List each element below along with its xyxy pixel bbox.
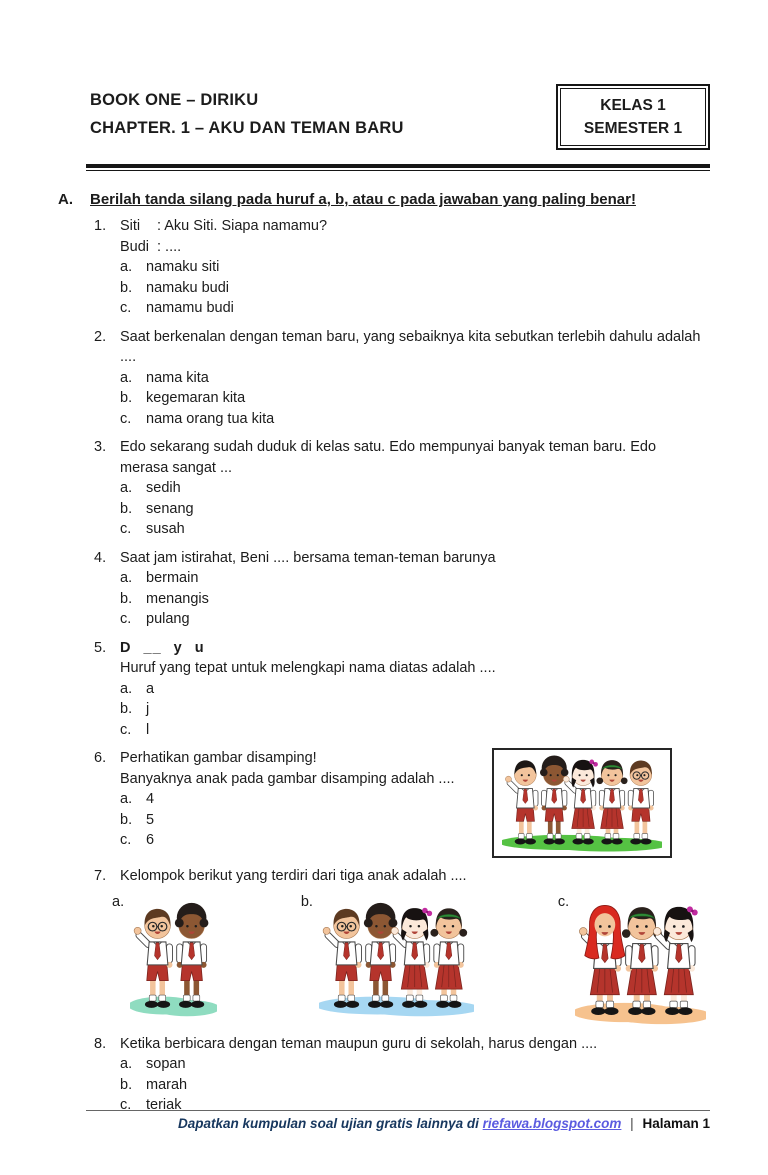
dialog-speaker: Siti <box>120 218 141 234</box>
option-text: bermain <box>146 570 199 586</box>
question-7 <box>94 866 710 1026</box>
option-b <box>120 1075 710 1096</box>
question-4 <box>94 548 710 630</box>
header-divider <box>86 164 710 171</box>
option-text: 4 <box>146 791 155 807</box>
question-2-number: 2. <box>94 328 107 345</box>
option-letter: c. <box>120 832 132 848</box>
section-a-label: A. <box>58 191 73 208</box>
choice-letter: b. <box>300 893 313 910</box>
option-letter: b. <box>120 590 133 607</box>
option-letter: b. <box>120 390 133 406</box>
question-text: Huruf yang tepat untuk melengkapi nama diatas adalah .... <box>120 660 496 676</box>
option-text: nama orang tua kita <box>146 410 275 427</box>
class-semester-badge <box>556 84 710 150</box>
option-a <box>120 789 480 810</box>
question-7-number: 7. <box>94 868 107 884</box>
name-puzzle: D __ y u <box>120 639 205 656</box>
question-3-body <box>120 437 710 540</box>
option-letter: b. <box>120 811 133 828</box>
option-letter: a. <box>120 369 133 386</box>
option-letter: a. <box>120 570 133 586</box>
option-a <box>120 679 710 700</box>
option-letter: b. <box>120 500 133 517</box>
option-text: 6 <box>146 832 155 848</box>
page-number: Halaman 1 <box>642 1116 710 1131</box>
chapter-title: CHAPTER. 1 – AKU DAN TEMAN BARU <box>90 119 404 137</box>
question-7-choices <box>112 892 710 1026</box>
question-6-text-col <box>120 748 480 851</box>
option-a <box>120 568 710 589</box>
question-5 <box>94 638 710 741</box>
question-text: Perhatikan gambar disamping! <box>120 750 317 766</box>
option-text: sopan <box>146 1056 186 1072</box>
option-letter: c. <box>120 521 132 537</box>
question-8 <box>94 1034 710 1116</box>
option-text: a <box>146 680 155 697</box>
question-1-body <box>120 216 710 319</box>
question-4-body <box>120 548 710 630</box>
dialog-text: : Aku Siti. Siapa namamu? <box>157 218 328 234</box>
header-titles <box>90 86 404 142</box>
option-text: pulang <box>146 611 190 627</box>
choice-c <box>558 892 706 1026</box>
option-text: sedih <box>146 480 181 496</box>
option-letter: a. <box>120 259 133 275</box>
option-text: namamu budi <box>146 300 234 316</box>
option-letter: a. <box>120 791 133 807</box>
question-6-number: 6. <box>94 750 107 766</box>
option-text: marah <box>146 1076 188 1093</box>
option-text: l <box>146 721 150 738</box>
footer-text: Dapatkan kumpulan soal ujian gratis lainnya di <box>178 1116 479 1131</box>
option-text: menangis <box>146 590 209 607</box>
option-c <box>120 409 710 430</box>
choice-b <box>301 892 474 1026</box>
question-5-number: 5. <box>94 639 107 656</box>
question-1 <box>94 216 710 319</box>
question-text: Edo sekarang sudah duduk di kelas satu. Edo mempunyai banyak teman baru. Edo merasa sangat ... <box>120 439 657 476</box>
question-2-body <box>120 327 710 430</box>
option-letter: b. <box>120 279 133 296</box>
four-children-illustration <box>319 900 474 1018</box>
question-8-number: 8. <box>94 1035 107 1052</box>
question-3 <box>94 437 710 540</box>
option-text: kegemaran kita <box>146 390 246 406</box>
choice-a <box>112 892 217 1026</box>
option-letter: c. <box>120 1097 132 1113</box>
option-text: nama kita <box>146 369 209 386</box>
question-text-ellipsis: .... <box>120 349 137 365</box>
option-letter: a. <box>120 1056 133 1072</box>
option-a <box>120 1054 710 1075</box>
dialog-speaker: Budi <box>120 238 150 255</box>
question-text: Saat jam istirahat, Beni .... bersama teman-teman barunya <box>120 549 496 566</box>
section-a-heading <box>58 191 710 208</box>
page-footer <box>86 1110 710 1131</box>
dialog-line <box>120 237 710 258</box>
option-c <box>120 519 710 540</box>
option-a <box>120 257 710 278</box>
question-text: Ketika berbicara dengan teman maupun guru di sekolah, harus dengan .... <box>120 1035 598 1052</box>
option-text: susah <box>146 521 185 537</box>
option-c <box>120 720 710 741</box>
option-b <box>120 388 710 409</box>
three-children-illustration <box>575 898 706 1026</box>
header <box>90 86 710 150</box>
choice-letter: c. <box>557 893 570 910</box>
option-letter: c. <box>120 611 132 627</box>
option-c <box>120 609 710 630</box>
option-c <box>120 298 710 319</box>
semester-label: SEMESTER 1 <box>583 120 683 137</box>
option-letter: c. <box>120 410 132 427</box>
five-children-illustration <box>502 753 662 853</box>
option-b <box>120 810 480 831</box>
question-text: Kelompok berikut yang terdiri dari tiga anak adalah .... <box>120 868 467 884</box>
class-semester-badge-inner <box>560 88 706 146</box>
option-text: teriak <box>146 1097 182 1113</box>
question-4-number: 4. <box>94 549 107 566</box>
option-b <box>120 699 710 720</box>
option-text: j <box>146 701 150 717</box>
option-text: namaku siti <box>146 259 220 275</box>
option-text: namaku budi <box>146 279 230 296</box>
question-1-number: 1. <box>94 218 107 234</box>
question-list <box>94 216 710 1116</box>
option-letter: c. <box>120 300 132 316</box>
option-letter: c. <box>120 721 132 738</box>
option-letter: a. <box>120 480 133 496</box>
option-c <box>120 830 480 851</box>
question-3-number: 3. <box>94 439 107 455</box>
option-letter: b. <box>120 701 133 717</box>
question-7-body <box>112 866 710 1026</box>
two-children-illustration <box>130 900 217 1018</box>
dialog-text: : .... <box>157 238 182 255</box>
question-8-body <box>120 1034 710 1116</box>
option-b <box>120 589 710 610</box>
book-title: BOOK ONE – DIRIKU <box>90 91 259 109</box>
option-a <box>120 478 710 499</box>
question-text: Saat berkenalan dengan teman baru, yang sebaiknya kita sebutkan terlebih dahulu adalah <box>120 328 701 345</box>
question-text: Banyaknya anak pada gambar disamping adalah .... <box>120 770 455 787</box>
option-letter: b. <box>120 1076 133 1093</box>
section-a-instruction: Berilah tanda silang pada huruf a, b, atau c pada jawaban yang paling benar! <box>90 191 636 208</box>
choice-letter: a. <box>112 893 125 910</box>
option-text: 5 <box>146 811 155 828</box>
option-b <box>120 278 710 299</box>
option-text: senang <box>146 500 194 517</box>
option-b <box>120 499 710 520</box>
footer-separator: | <box>630 1116 634 1131</box>
question-5-body <box>120 638 710 741</box>
dialog-line <box>120 216 710 237</box>
five-children-picture-frame <box>492 748 672 858</box>
question-2 <box>94 327 710 430</box>
question-6-body <box>120 748 710 858</box>
option-a <box>120 368 710 389</box>
footer-link[interactable]: riefawa.blogspot.com <box>482 1116 622 1131</box>
option-letter: a. <box>120 680 133 697</box>
class-label: KELAS 1 <box>600 97 666 114</box>
question-6 <box>94 748 710 858</box>
